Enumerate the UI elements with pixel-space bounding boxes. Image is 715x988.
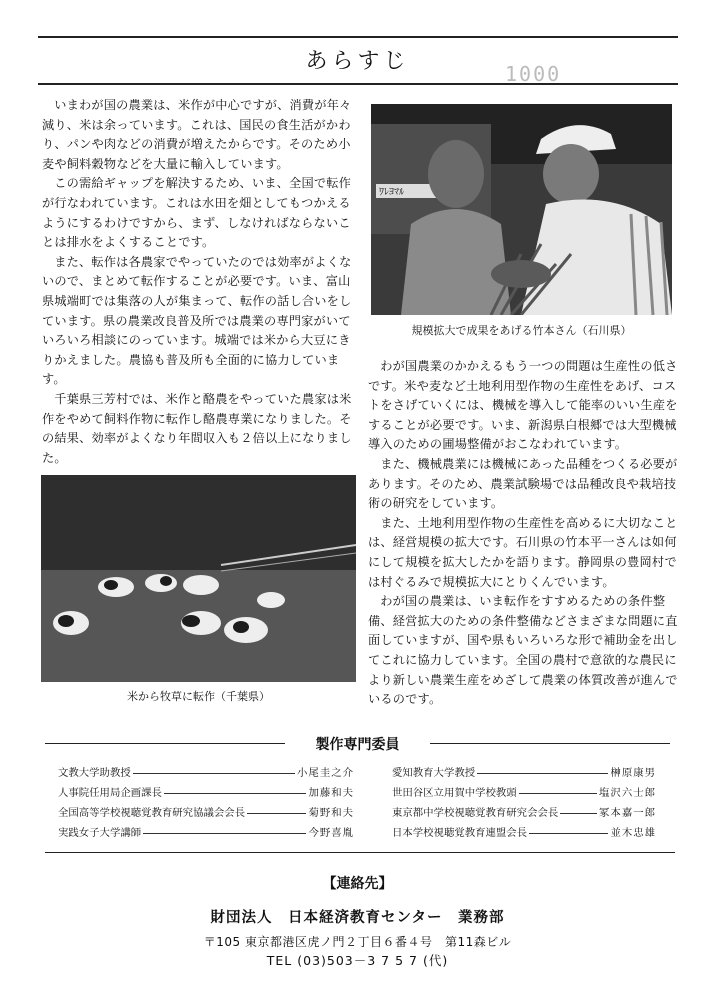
member-role: 日本学校視聴覚教育連盟会長	[392, 827, 528, 839]
leader-line	[477, 773, 608, 774]
paragraph: わが国農業のかかえるもう一つの問題は生産性の低さです。米や麦など土地利用型作物の生産性をあげ、コストをさげていくには、機械を導入して能率のいい生産をすることが必要です。いま、新潟県白根郷では大型機械導入のための圃場整備がおこなわれています。	[368, 359, 678, 452]
contact-heading: 【連絡先】	[322, 876, 393, 892]
member-name: 小尾圭之介	[297, 767, 354, 779]
committee-member	[392, 804, 656, 823]
title-underline	[38, 83, 678, 85]
contact-organization: 財団法人 日本経済教育センター 業務部	[210, 910, 505, 926]
member-name: 今野喜胤	[308, 827, 354, 839]
paragraph: 千葉県三芳村では、米作と酪農をやっていた農家は米作をやめて飼料作物に転作し酪農専業になりました。その結果、効率がよくなり年間収入も２倍以上になりました。	[42, 391, 352, 465]
leader-line	[143, 833, 306, 834]
leader-line	[560, 813, 597, 814]
contact-address: 〒105 東京都港区虎ノ門２丁目６番４号 第11森ビル	[203, 935, 512, 949]
leader-line	[519, 793, 597, 794]
member-name: 菊野和夫	[308, 807, 354, 819]
committee-bottom-rule	[45, 852, 675, 853]
paragraph: また、機械農業には機械にあった品種をつくる必要があります。そのため、農業試験場では品種改良や栽培技術の研究をしています。	[368, 456, 678, 511]
committee-member	[58, 784, 354, 803]
faint-stamp: 1000	[505, 62, 562, 86]
photo-cows-art	[41, 475, 356, 682]
paragraph: わが国の農業は、いま転作をすすめるための条件整備、経営拡大のための条件整備などさまざまな問題に直面していますが、国や県もいろいろな形で補助金を出してこれに協力しています。全国の農村で意欲的な農民により新しい農業生産をめざして農業の体質改善が進んでいるのです。	[368, 594, 678, 707]
left-text-column	[42, 96, 361, 468]
right-text-column	[368, 357, 678, 710]
committee-member	[58, 824, 354, 843]
paragraph: この需給ギャップを解決するため、いま、全国で転作が行なわれています。これは水田を畑としてもつかえるようにするわけですから、まず、しなければならないことは排水をよくすることです。	[42, 176, 351, 250]
member-name: 塩沢六士郎	[599, 787, 656, 799]
photo-takemoto	[371, 104, 672, 315]
leader-line	[164, 793, 306, 794]
photo-sign-text: ﾜﾚﾖﾏﾙ	[379, 187, 404, 198]
member-role: 人事院任用局企画課長	[58, 787, 162, 799]
leader-line	[133, 773, 295, 774]
committee-member	[392, 764, 656, 783]
paragraph: また、土地利用型作物の生産性を高めるに大切なことは、経営規模の拡大です。石川県の竹本平一さんは如何にして規模を拡大したかを語ります。静岡県の豊岡村では村ぐるみで規模拡大にとりくんでいます。	[368, 515, 678, 589]
committee-rule-right	[430, 743, 670, 744]
committee-member	[58, 804, 354, 823]
member-role: 東京都中学校視聴覚教育研究会会長	[392, 807, 559, 819]
page-title: あらすじ	[305, 49, 410, 74]
photo-cows	[41, 475, 356, 682]
member-name: 榊原康男	[610, 767, 656, 779]
committee-heading: 製作専門委員	[315, 737, 400, 753]
committee-member	[392, 784, 656, 803]
member-role: 全国高等学校視聴覚教育研究協議会会長	[58, 807, 246, 819]
member-name: 並木忠雄	[610, 827, 656, 839]
member-role: 世田谷区立用賀中学校教頭	[392, 787, 517, 799]
committee-member	[58, 764, 354, 783]
leader-line	[529, 833, 608, 834]
member-name: 加藤和夫	[308, 787, 354, 799]
contact-telephone: TEL (03)503－3 7 5 7 (代)	[266, 953, 449, 968]
committee-member	[392, 824, 656, 843]
member-name: 冢本嘉一郎	[599, 807, 656, 819]
photo-takemoto-caption: 規模拡大で成果をあげる竹本さん（石川県）	[411, 324, 632, 337]
leader-line	[247, 813, 306, 814]
photo-takemoto-art	[371, 104, 672, 315]
member-role: 実践女子大学講師	[58, 827, 142, 839]
photo-cows-caption: 米から牧草に転作（千葉県）	[127, 690, 270, 703]
paragraph: いまわが国の農業は、米作が中心ですが、消費が年々減り、米は余っています。これは、国民の食生活がかわり、パンや肉などの消費が増えたからです。そのため小麦や飼料穀物などを大量に輸入しています。	[42, 98, 352, 171]
member-role: 愛知教育大学教授	[392, 767, 476, 779]
top-rule	[38, 36, 678, 38]
paragraph: また、転作は各農家でやっていたのでは効率がよくないので、まとめて転作することが必要です。いま、富山県城端町では集落の人が集まって、転作の話し合いをしています。県の農業改良普及所では農業の専門家がいていろいろ相談にのっています。城端では米から大豆にきりかえました。農協も普及所も全面的に協力しています。	[42, 254, 352, 387]
member-role: 文教大学助教授	[58, 767, 131, 779]
